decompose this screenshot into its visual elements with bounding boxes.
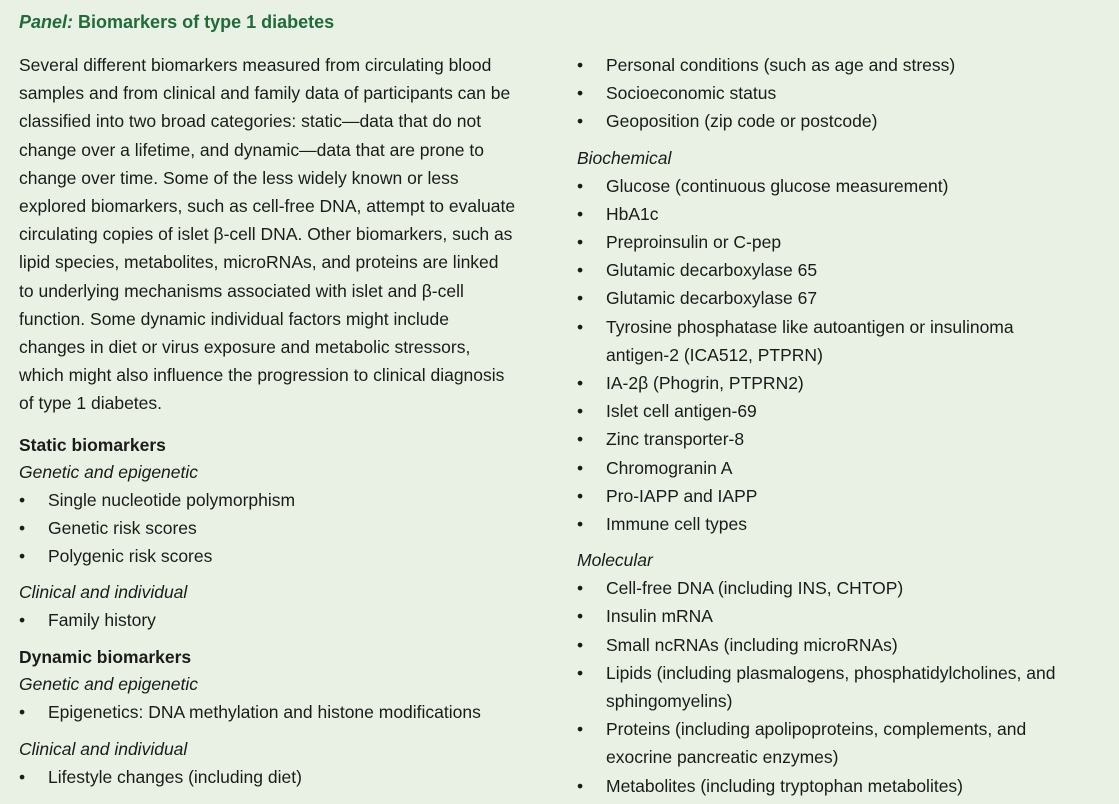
dynamic-biochemical-list — [577, 172, 1107, 539]
list-item — [577, 772, 1107, 800]
bullet-icon: • — [577, 514, 584, 535]
bullet-icon: • — [577, 401, 584, 422]
bullet-icon: • — [577, 111, 584, 132]
bullet-icon: • — [577, 457, 584, 478]
bullet-icon: • — [577, 203, 584, 224]
bullet-icon: • — [577, 316, 584, 337]
list-item — [577, 482, 1107, 510]
list-item — [577, 284, 1107, 312]
list-item-text: IA-2β (Phogrin, PTPRN2) — [606, 373, 804, 394]
bullet-icon: • — [577, 775, 584, 796]
list-item — [577, 510, 1107, 538]
list-item — [577, 172, 1107, 200]
list-item — [577, 107, 1107, 135]
panel-title-lead: Panel: — [19, 12, 74, 32]
intro-paragraph: Several different biomarkers measured from circulating blood samples and from clinical and family data of participants can be classified into two broad categories: static—data that do not change over a lifetime, and dynamic—data that are prone to change over time. Some of the less widely known or less explored biomarkers, such as cell-free DNA, attempt to evaluate circulating copies of islet β-cell DNA. Other biomarkers, such as lipid species, metabolites, microRNAs, and proteins are linked to underlying mechanisms associated with islet and β-cell function. Some dynamic individual factors might include changes in diet or virus exposure and metabolic stressors, which might also influence the progression to clinical diagnosis of type 1 diabetes. — [19, 55, 516, 414]
list-item — [19, 542, 559, 570]
list-item-text: Preproinsulin or C-pep — [606, 232, 782, 253]
list-item-text: Single nucleotide polymorphism — [48, 489, 296, 510]
dynamic-molecular-label: Molecular — [577, 550, 653, 571]
list-item — [577, 425, 1107, 453]
list-item — [19, 763, 559, 791]
list-item-text: Tyrosine phosphatase like autoantigen or insulinoma antigen-2 (ICA512, PTPRN) — [606, 316, 1014, 365]
list-item — [577, 454, 1107, 482]
list-item-text: Small ncRNAs (including microRNAs) — [606, 634, 898, 655]
list-item-text: HbA1c — [606, 203, 659, 224]
bullet-icon: • — [577, 606, 584, 627]
dynamic-biochemical-label: Biochemical — [577, 147, 672, 168]
bullet-icon: • — [577, 288, 584, 309]
list-item — [577, 602, 1107, 630]
list-item — [577, 256, 1107, 284]
list-item-text: Glutamic decarboxylase 65 — [606, 260, 818, 281]
bullet-icon: • — [577, 83, 584, 104]
dynamic-genetic-label: Genetic and epigenetic — [19, 674, 199, 695]
list-item — [19, 698, 559, 726]
list-item-text: Epigenetics: DNA methylation and histone modifications — [48, 702, 481, 723]
list-item — [19, 486, 559, 514]
static-biomarkers-heading: Static biomarkers — [19, 434, 166, 455]
dynamic-genetic-list — [19, 698, 559, 726]
bullet-icon: • — [577, 662, 584, 683]
list-item — [577, 631, 1107, 659]
static-genetic-label: Genetic and epigenetic — [19, 461, 199, 482]
left-column — [19, 51, 559, 791]
dynamic-clinical-label: Clinical and individual — [19, 738, 188, 759]
bullet-icon: • — [577, 260, 584, 281]
list-item — [577, 79, 1107, 107]
list-item-text: Immune cell types — [606, 514, 748, 535]
right-column — [577, 51, 1107, 800]
list-item-text: Family history — [48, 610, 156, 631]
static-genetic-list — [19, 486, 559, 571]
bullet-icon: • — [577, 373, 584, 394]
dynamic-molecular-list — [577, 574, 1107, 800]
list-item-text: Personal conditions (such as age and stress) — [606, 55, 956, 75]
list-item — [577, 51, 1107, 79]
dynamic-biomarkers-heading: Dynamic biomarkers — [19, 647, 192, 668]
list-item — [19, 606, 559, 634]
bullet-icon: • — [19, 517, 26, 538]
bullet-icon: • — [577, 232, 584, 253]
list-item-text: Pro-IAPP and IAPP — [606, 485, 758, 506]
list-item-text: Proteins (including apolipoproteins, complements, and exocrine pancreatic enzymes) — [606, 719, 1027, 768]
list-item-text: Zinc transporter-8 — [606, 429, 745, 450]
bullet-icon: • — [577, 719, 584, 740]
bullet-icon: • — [19, 546, 26, 567]
list-item-text: Insulin mRNA — [606, 606, 713, 627]
list-item — [19, 514, 559, 542]
list-item-text: Glucose (continuous glucose measurement) — [606, 175, 949, 196]
bullet-icon: • — [577, 55, 584, 75]
bullet-icon: • — [19, 489, 26, 510]
list-item-text: Islet cell antigen-69 — [606, 401, 757, 422]
list-item — [577, 200, 1107, 228]
dynamic-clinical-list-right — [577, 51, 1107, 136]
list-item — [577, 228, 1107, 256]
bullet-icon: • — [577, 429, 584, 450]
dynamic-clinical-list-left — [19, 763, 559, 791]
list-item-text: Genetic risk scores — [48, 517, 197, 538]
bullet-icon: • — [19, 702, 26, 723]
panel-title — [19, 10, 334, 34]
list-item-text: Socioeconomic status — [606, 83, 777, 104]
list-item — [577, 313, 1107, 369]
list-item-text: Chromogranin A — [606, 457, 733, 478]
bullet-icon: • — [577, 485, 584, 506]
list-item — [577, 369, 1107, 397]
bullet-icon: • — [577, 634, 584, 655]
list-item-text: Polygenic risk scores — [48, 546, 213, 567]
list-item-text: Cell-free DNA (including INS, CHTOP) — [606, 578, 904, 599]
list-item — [577, 715, 1107, 771]
list-item-text: Geoposition (zip code or postcode) — [606, 111, 878, 132]
bullet-icon: • — [19, 766, 26, 787]
list-item-text: Glutamic decarboxylase 67 — [606, 288, 818, 309]
list-item — [577, 574, 1107, 602]
list-item — [577, 659, 1107, 715]
list-item-text: Metabolites (including tryptophan metabolites) — [606, 775, 963, 796]
static-clinical-list — [19, 606, 559, 634]
panel-title-text: Biomarkers of type 1 diabetes — [73, 12, 335, 32]
static-clinical-label: Clinical and individual — [19, 582, 188, 603]
list-item — [577, 397, 1107, 425]
bullet-icon: • — [19, 610, 26, 631]
list-item-text: Lipids (including plasmalogens, phosphatidylcholines, and sphingomyelins) — [606, 662, 1056, 712]
list-item-text: Lifestyle changes (including diet) — [48, 766, 302, 787]
bullet-icon: • — [577, 175, 584, 196]
bullet-icon: • — [577, 578, 584, 599]
